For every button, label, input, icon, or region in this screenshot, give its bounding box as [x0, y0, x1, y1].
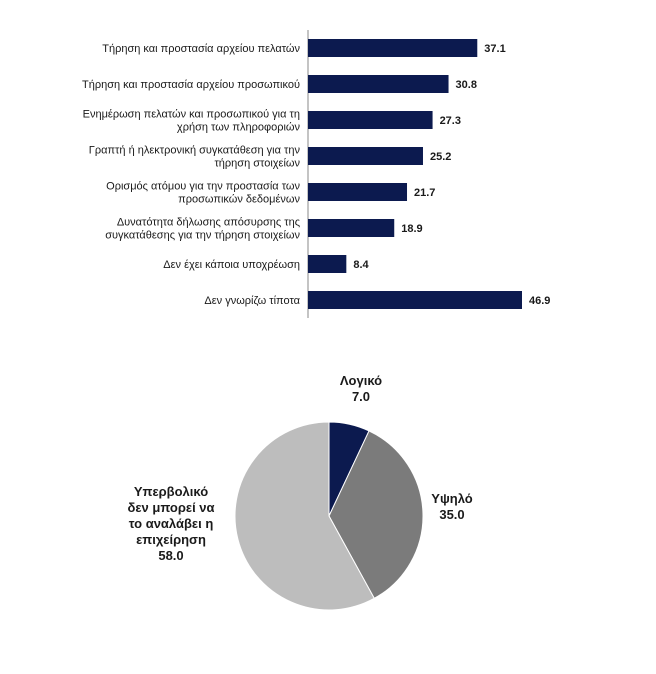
- bar-value-label: 18.9: [401, 223, 423, 235]
- bar-value-label: 25.2: [429, 151, 452, 163]
- pie-slice-label: Λογικό: [339, 373, 383, 388]
- category-label: Τήρηση και προστασία αρχείου πελατών: [102, 43, 300, 55]
- bar-value-label: 37.1: [484, 43, 506, 55]
- category-label: προσωπικών δεδομένων: [178, 193, 300, 206]
- pie-slice-label: δεν μπορεί να: [127, 500, 215, 515]
- bar-value-label: 30.8: [455, 79, 477, 91]
- category-label: Τήρηση και προστασία αρχείου προσωπικού: [82, 79, 300, 91]
- category-label: Γραπτή ή ηλεκτρονική συγκατάθεση για την: [88, 144, 300, 157]
- category-label: τήρηση στοιχείων: [214, 157, 300, 170]
- category-label: Δεν έχει κάποια υποχρέωση: [163, 259, 300, 271]
- category-label: συγκατάθεσης για την τήρηση στοιχείων: [105, 229, 300, 242]
- bar-value-label: 21.7: [414, 187, 436, 199]
- pie-slice-label: 35.0: [439, 507, 465, 522]
- category-label: χρήση των πληροφοριών: [176, 121, 300, 134]
- pie-slice-label: 7.0: [351, 389, 371, 404]
- category-label: Ενημέρωση πελατών και προσωπικού για τη: [82, 108, 300, 121]
- category-label: Δυνατότητα δήλωσης απόσυρσης της: [116, 216, 300, 229]
- category-label: Δεν γνωρίζω τίποτα: [204, 295, 300, 307]
- bar-value-label: 46.9: [529, 295, 551, 307]
- pie-slice-label: Υψηλό: [431, 491, 473, 506]
- pie-slice-label: το αναλάβει η: [128, 516, 214, 531]
- category-label: Ορισμός ατόμου για την προστασία των: [106, 180, 300, 193]
- pie-slice-label: επιχείρηση: [136, 532, 206, 547]
- pie-slice-label: 58.0: [158, 548, 184, 563]
- pie-slice-label: Υπερβολικό: [133, 484, 209, 499]
- bar-value-label: 27.3: [439, 115, 461, 127]
- bar-value-label: 8.4: [353, 259, 369, 271]
